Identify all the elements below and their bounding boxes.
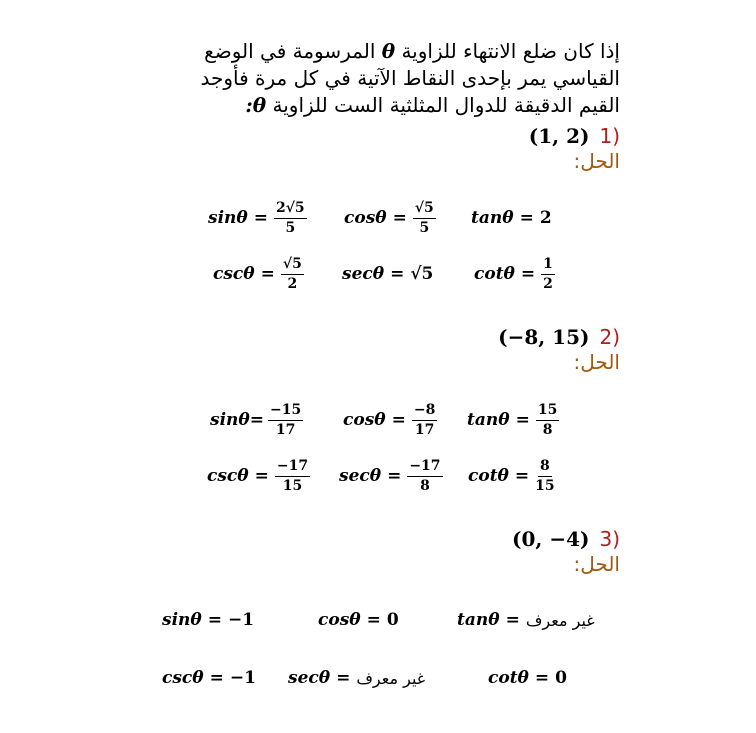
fraction: $\frac{1}{2}$ [543,255,553,292]
problem-point: (−8, 15) [498,325,590,349]
theta-symbol: θ [252,93,267,117]
solution-label: الحل: [573,149,620,173]
problem-1-heading [529,124,620,148]
fraction: $\frac{15}{8}$ [537,401,558,438]
fraction: $\frac{2√5}{5}$ [275,199,305,236]
csc-equation: cscθ = −1 [162,668,256,688]
problem-number: 1) [599,124,620,148]
problem-point: (1, 2) [528,124,590,148]
cot-equation: cotθ = 0 [488,668,567,688]
problem-statement [170,38,620,119]
solution-label: الحل: [573,350,620,374]
problem-2-heading [498,325,620,349]
fraction: $\frac{-17}{8}$ [409,457,441,494]
sin-equation: sinθ = −1 [162,610,255,630]
sec-equation: secθ = √5 [342,264,434,284]
problem-point: (0, −4) [512,527,590,551]
sec-equation: secθ = $\frac{-17}{8}$ [339,457,441,494]
cos-equation: cosθ = $\frac{-8}{17}$ [343,401,436,438]
undefined-text: غير معرف [525,610,595,630]
csc-equation: cscθ = $\frac{√5}{2}$ [213,255,302,292]
fraction: $\frac{-17}{15}$ [276,457,309,494]
cos-equation: cosθ = 0 [318,610,399,630]
undefined-text: غير معرف [356,668,426,688]
solution-label: الحل: [573,552,620,576]
tan-equation: tanθ = $\frac{15}{8}$ [467,401,558,438]
sin-equation: sinθ = $\frac{-15}{17}$ [210,401,302,438]
sin-equation: sinθ = $\frac{2√5}{5}$ [208,199,305,236]
problem-number: 2) [599,325,620,349]
tan-equation: tanθ = غير معرف [457,610,595,630]
fraction: $\frac{√5}{2}$ [282,255,302,292]
fraction: $\frac{8}{15}$ [535,457,555,494]
cot-equation: cotθ = $\frac{1}{2}$ [474,255,553,292]
statement-line-3: القيم الدقيقة للدوال المثلثية الست للزاوية θ: [245,93,620,117]
problem-number: 3) [599,527,620,551]
statement-line-1: إذا كان ضلع الانتهاء للزاوية θ المرسومة في الوضع [204,39,620,63]
theta-symbol: θ [381,39,396,63]
fraction: $\frac{-8}{17}$ [413,401,436,438]
fraction: $\frac{√5}{5}$ [414,199,434,236]
statement-line-2: القياسي يمر بإحدى النقاط الآتية في كل مرة فأوجد [200,66,620,90]
cot-equation: cotθ = $\frac{8}{15}$ [468,457,555,494]
problem-3-heading [512,527,620,551]
sec-equation: secθ = غير معرف [288,668,426,688]
csc-equation: cscθ = $\frac{-17}{15}$ [207,457,309,494]
cos-equation: cosθ = $\frac{√5}{5}$ [344,199,434,236]
fraction: $\frac{-15}{17}$ [269,401,302,438]
tan-equation: tanθ = 2 [471,208,552,228]
